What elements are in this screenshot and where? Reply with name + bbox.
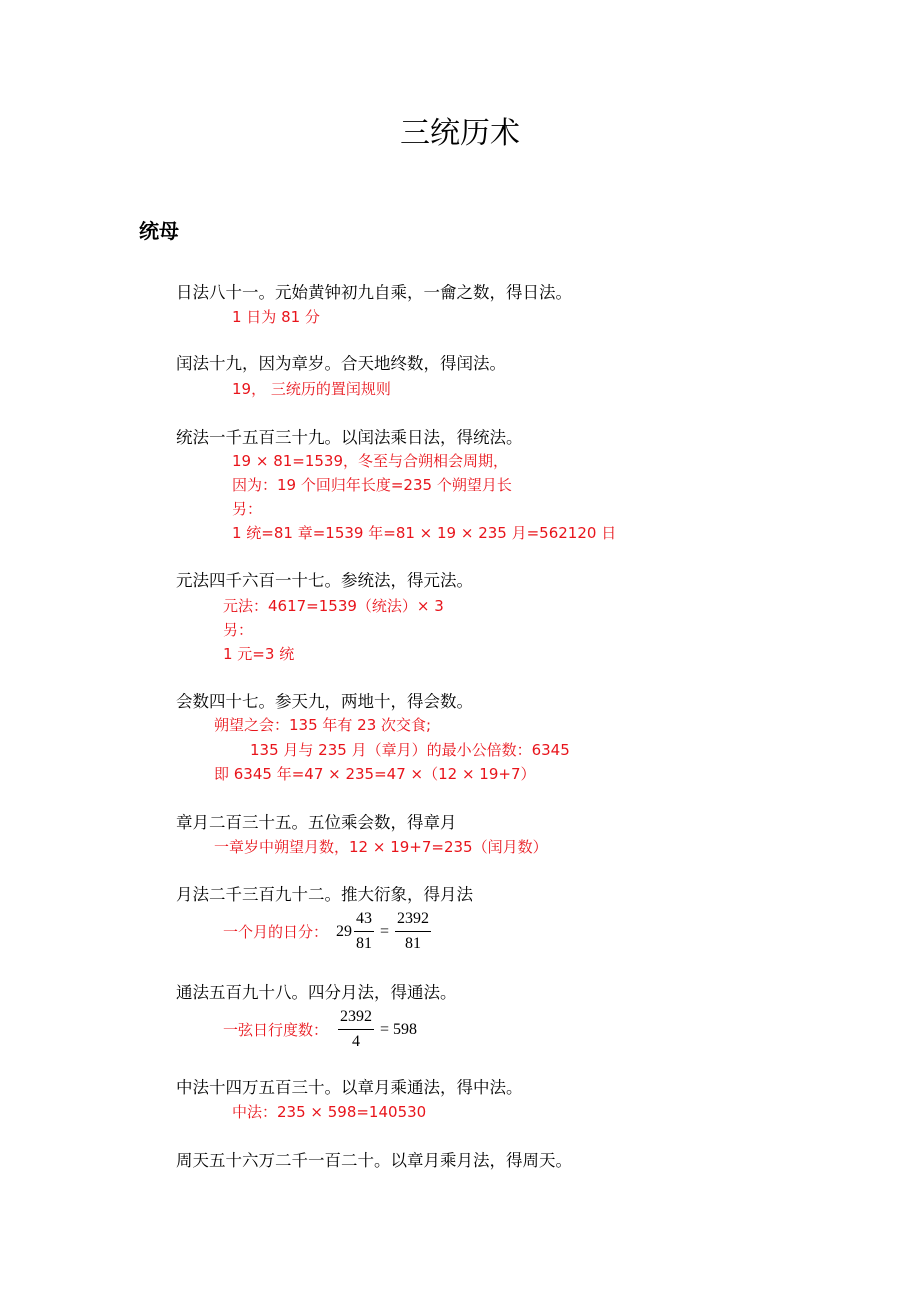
denominator: 4 [352,1033,361,1050]
note-tong-fa-4: 1 统=81 章=1539 年=81 × 19 × 235 月=562120 日 [232,524,617,542]
note-yuan-fa-2: 另： [223,621,254,639]
denominator: 81 [356,935,373,952]
note-zhong-fa: 中法：235 × 598=140530 [232,1103,427,1121]
fraction [338,1006,374,1053]
note-yuan-fa-3: 1 元=3 统 [223,645,295,663]
note-hui-shu-3: 即 6345 年=47 × 235=47 ×（12 × 19+7） [214,765,536,783]
rule-run-fa: 闰法十九，因为章岁。合天地终数，得闰法。 [176,354,506,373]
fraction [354,908,374,955]
rule-hui-shu: 会数四十七。参天九，两地十，得会数。 [176,692,473,711]
numerator: 2392 [338,1006,374,1030]
equals-sign: = [380,1020,390,1038]
note-zhang-yue: 一章岁中朔望月数，12 × 19+7=235（闰月数） [214,838,548,856]
note-hui-shu-2: 135 月与 235 月（章月）的最小公倍数：6345 [250,741,570,759]
numerator: 43 [354,908,374,932]
rule-zhang-yue: 章月二百三十五。五位乘会数，得章月 [176,813,457,832]
rule-yue-fa: 月法二千三百九十二。推大衍象，得月法 [176,885,473,904]
numerator: 2392 [395,908,431,932]
formula-label: 一弦日行度数： [223,1020,329,1039]
equals-sign: = [380,922,390,940]
note-tong-fa-1: 19 × 81=1539，冬至与合朔相会周期， [232,452,509,470]
formula-yue-fa [223,908,433,955]
note-ri-fa: 1 日为 81 分 [232,308,320,326]
formula-tong-fa [223,1006,417,1053]
rule-zhong-fa: 中法十四万五百三十。以章月乘通法，得中法。 [176,1078,523,1097]
rule-zhou-tian: 周天五十六万二千一百二十。以章月乘月法，得周天。 [176,1151,572,1170]
page-title: 三统历术 [400,116,520,151]
note-hui-shu-1: 朔望之会：135 年有 23 次交食; [214,716,432,734]
rule-tong-fa-598: 通法五百九十八。四分月法，得通法。 [176,983,457,1002]
whole-number: 29 [336,922,353,940]
result-value: 598 [393,1020,418,1038]
section-heading: 统母 [139,219,179,243]
denominator: 81 [405,935,422,952]
rule-tong-fa: 统法一千五百三十九。以闰法乘日法，得统法。 [176,428,523,447]
fraction [395,908,431,955]
note-tong-fa-2: 因为：19 个回归年长度=235 个朔望月长 [232,476,512,494]
rule-yuan-fa: 元法四千六百一十七。参统法，得元法。 [176,571,473,590]
note-yuan-fa-1: 元法：4617=1539（统法）× 3 [223,597,444,615]
note-tong-fa-3: 另： [232,500,263,518]
note-run-fa: 19， 三统历的置闰规则 [232,380,391,398]
rule-ri-fa: 日法八十一。元始黄钟初九自乘，一龠之数，得日法。 [176,283,572,302]
formula-label: 一个月的日分： [223,922,329,941]
